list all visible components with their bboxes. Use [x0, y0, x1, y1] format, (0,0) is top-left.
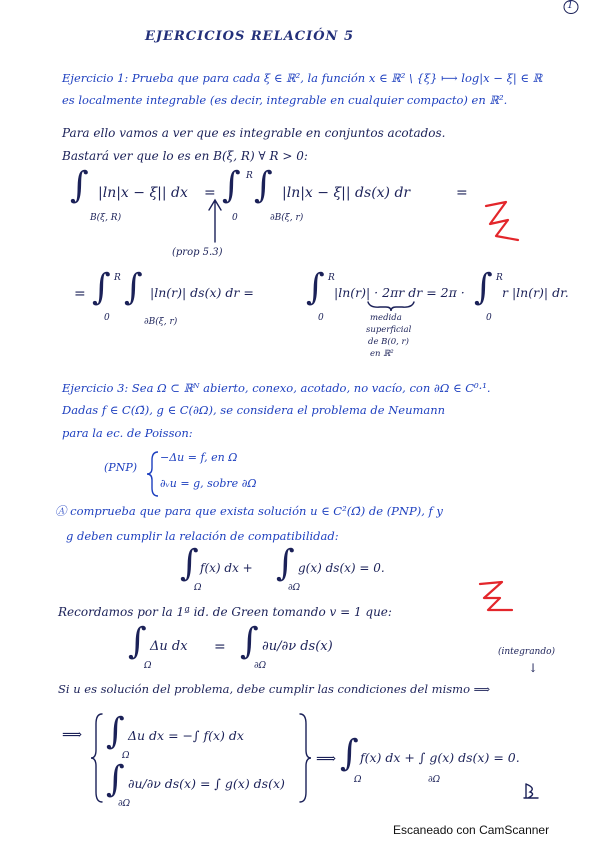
green-identity-text: Recordamos por la 1ª id. de Green tomando v = 1 que:	[58, 605, 392, 619]
solution-line: Si u es solución del problema, debe cumplir las condiciones del mismo ⟹	[58, 682, 491, 696]
measure-note-2: superficial	[366, 325, 412, 335]
integral-sign: ∫	[276, 543, 295, 584]
ex1-para-2: Bastará ver que lo es en B(ξ, R) ∀ R > 0:	[62, 149, 308, 163]
ex3-line-3: para la ec. de Poisson:	[62, 426, 193, 440]
system-eq-1: Δu dx = −∫ f(x) dx	[128, 728, 244, 743]
eq1-lower-limit: 0	[232, 213, 238, 223]
compat-part-2: g(x) ds(x) = 0.	[298, 561, 385, 575]
integral-sign: ∫	[124, 267, 143, 308]
measure-note-4: en ℝ²	[370, 349, 394, 359]
green-lhs: Δu dx	[150, 639, 188, 654]
qed-mark	[520, 780, 542, 802]
system-eq-1-domain: Ω	[122, 751, 130, 761]
eq1-domain: B(ξ, R)	[90, 213, 122, 223]
measure-note-3: de B(0, r)	[368, 337, 409, 347]
integral-sign: ∫	[254, 165, 273, 206]
eq1-equals: =	[204, 185, 216, 201]
eq2-upper-limit: R	[496, 273, 503, 283]
eq2-upper-limit: R	[328, 273, 335, 283]
result-equation: f(x) dx + ∫ g(x) ds(x) = 0.	[360, 750, 520, 765]
compat-domain-2: ∂Ω	[288, 583, 301, 593]
left-brace	[146, 450, 160, 498]
pnp-eq-2: ∂ᵥu = g, sobre ∂Ω	[160, 477, 257, 490]
task-a-line-2: g deben cumplir la relación de compatibilidad:	[66, 529, 339, 543]
eq2-lead: =	[74, 286, 86, 302]
pnp-label: (PNP)	[104, 461, 138, 474]
compat-domain-1: Ω	[194, 583, 202, 593]
ex3-heading: Ejercicio 3: Sea Ω ⊂ ℝᴺ abierto, conexo, acotado, no vacío, con ∂Ω ∈ C⁰·¹.	[62, 381, 491, 395]
system-eq-2-domain: ∂Ω	[118, 799, 131, 809]
result-domain-1: Ω	[354, 775, 362, 785]
implies-symbol: ⟹	[62, 727, 83, 743]
system-eq-2: ∂u/∂ν ds(x) = ∫ g(x) ds(x)	[128, 776, 285, 791]
green-lhs-domain: Ω	[144, 661, 152, 671]
red-squiggle	[470, 578, 520, 618]
compat-part-1: f(x) dx +	[200, 561, 253, 575]
eq2-part1-domain: ∂B(ξ, r)	[144, 317, 178, 327]
scanner-watermark: Escaneado con CamScanner	[393, 823, 550, 837]
integral-sign: ∫	[222, 165, 241, 206]
eq1-lhs: |ln|x − ξ|| dx	[98, 185, 188, 201]
up-arrow-icon	[200, 196, 230, 246]
measure-note-1: medida	[370, 313, 402, 323]
integral-sign: ∫	[306, 267, 325, 308]
eq2-part3: r |ln(r)| dr.	[502, 285, 569, 300]
ex3-line-2: Dadas f ∈ C(Ω̄), g ∈ C(∂Ω), se considera el problema de Neumann	[62, 403, 446, 417]
eq2-part1: |ln(r)| ds(x) dr =	[150, 285, 254, 300]
integral-sign: ∫	[128, 621, 147, 662]
integral-sign: ∫	[180, 543, 199, 584]
integral-sign: ∫	[340, 733, 359, 774]
integral-sign: ∫	[92, 267, 111, 308]
green-rhs: ∂u/∂ν ds(x)	[262, 639, 333, 654]
page-title: EJERCICIOS RELACIÓN 5	[145, 29, 355, 44]
integral-sign: ∫	[240, 621, 259, 662]
eq2-lower-limit: 0	[104, 313, 110, 323]
red-squiggle	[478, 196, 528, 252]
page-number: 1	[567, 0, 574, 11]
ex1-para-1: Para ello vamos a ver que es integrable en conjuntos acotados.	[62, 126, 446, 140]
eq1-trailing: =	[456, 185, 468, 201]
underbrace	[366, 300, 416, 312]
task-a-line-1: Ⓐ comprueba que para que exista solución u ∈ C²(Ω̄) de (PNP), f y	[55, 504, 443, 518]
down-arrow-icon: ↓	[528, 661, 539, 675]
integral-sign: ∫	[106, 759, 125, 800]
ex1-heading: Ejercicio 1: Prueba que para cada ξ ∈ ℝ², la función x ∈ ℝ² \ {ξ} ⟼ log|x − ξ| ∈ ℝ	[62, 71, 543, 85]
implies-symbol: ⟹	[316, 751, 337, 767]
ex1-heading-2: es localmente integrable (es decir, integrable en cualquier compacto) en ℝ².	[62, 93, 508, 107]
eq1-inner-domain: ∂B(ξ, r)	[270, 213, 304, 223]
pnp-eq-1: −Δu = f, en Ω	[160, 451, 238, 464]
green-equals: =	[214, 639, 226, 655]
prop-note: (prop 5.3)	[172, 247, 223, 258]
integral-sign: ∫	[106, 711, 125, 752]
eq2-part2: |ln(r)| · 2πr dr = 2π ·	[334, 285, 465, 300]
eq2-lower-limit: 0	[318, 313, 324, 323]
green-rhs-domain: ∂Ω	[254, 661, 267, 671]
result-domain-2: ∂Ω	[428, 775, 441, 785]
eq2-upper-limit: R	[114, 273, 121, 283]
eq2-lower-limit: 0	[486, 313, 492, 323]
eq1-inner: |ln|x − ξ|| ds(x) dr	[282, 185, 411, 201]
right-brace	[298, 712, 312, 804]
eq1-upper-limit: R	[246, 171, 253, 181]
integrando-note: (integrando)	[498, 647, 556, 657]
left-brace	[90, 712, 104, 804]
integral-sign: ∫	[70, 165, 89, 206]
integral-sign: ∫	[474, 267, 493, 308]
